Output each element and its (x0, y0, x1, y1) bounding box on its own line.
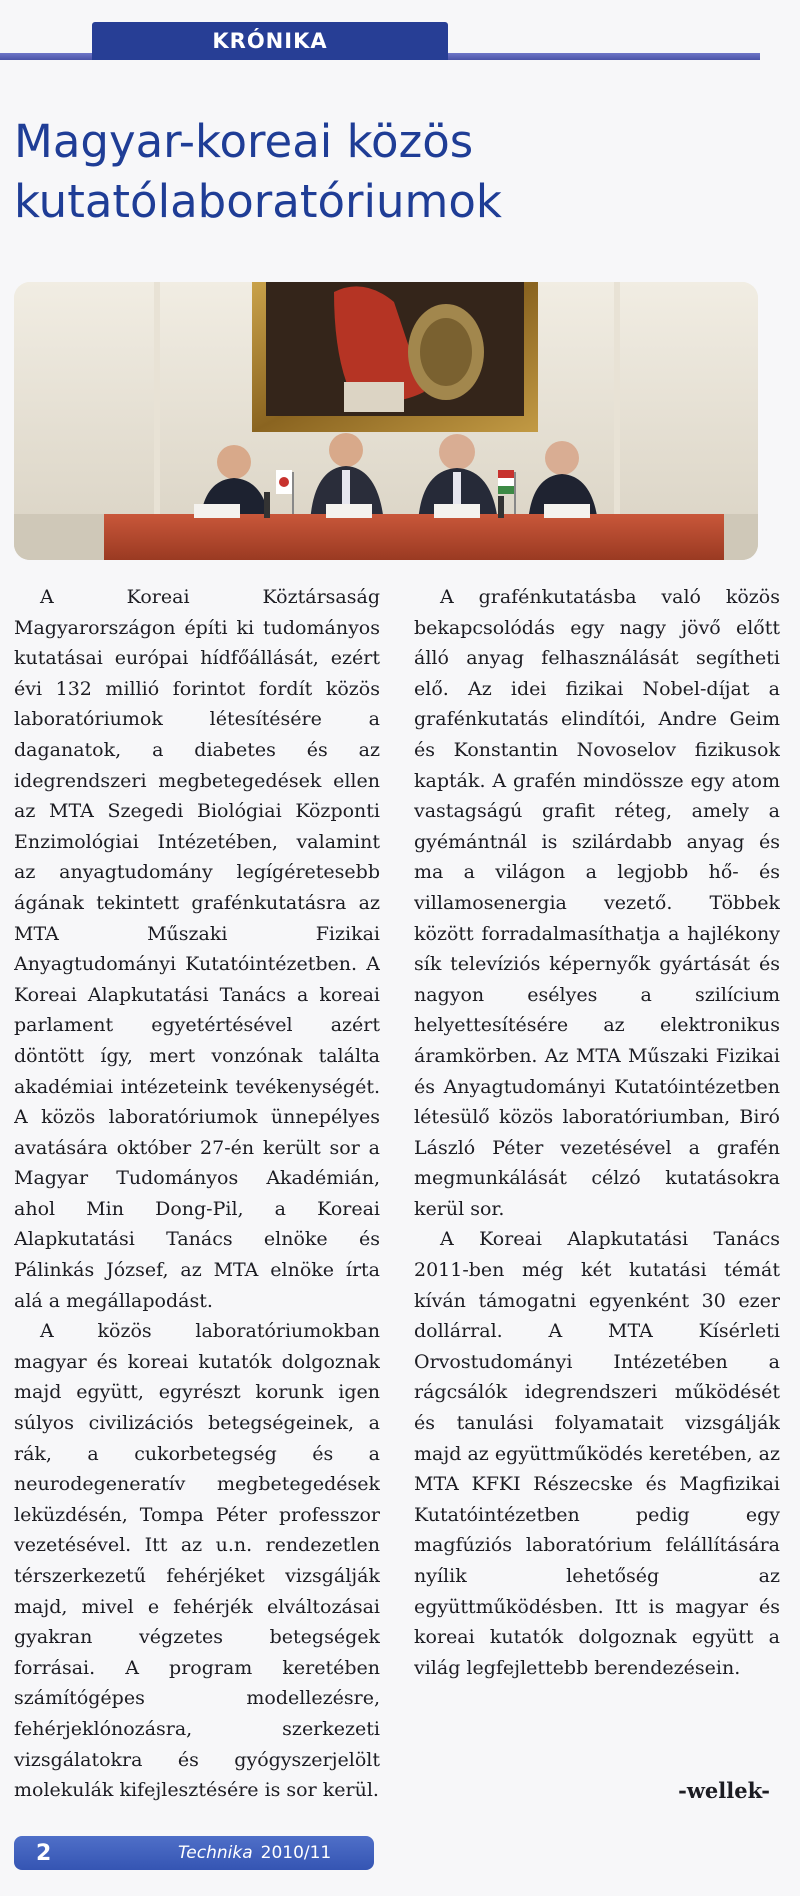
article-column-right (414, 582, 780, 1802)
article-title: Magyar-koreai közös kutatólaboratóriumok (14, 115, 502, 228)
page-footer (14, 1836, 374, 1870)
page-number: 2 (36, 1840, 52, 1866)
publication-name: Technika (178, 1843, 253, 1863)
article-column-left (14, 582, 380, 1802)
paragraph: A Koreai Köztársaság Magyarországon építi ki tudományos kutatásai európai hídfőállását, ezért évi 132 millió forintot fordít közös laboratóriumok létesítésére a daganatok, a diabetes és az idegrendszeri megbetegedések ellen az MTA Szegedi Biológiai Központi Enzimológiai Intézetében, valamint az anyagtudomány legígéretesebb ágának tekintett grafénkutatásra az MTA Műszaki Fizikai Anyagtudományi Kutatóintézetben. A Koreai Alapkutatási Tanács a koreai parlament egyetértésével azért döntött így, mert vonzónak találta akadémiai intézeteink tevékenységét. A közös laboratóriumok ünnepélyes avatására október 27-én került sor a Magyar Tudományos Akadémián, ahol Min Dong-Pil, a Koreai Alapkutatási Tanács elnöke és Pálinkás József, az MTA elnöke írta alá a megállapodást. (14, 586, 380, 1312)
paragraph: A grafénkutatásba való közös bekapcsolódás egy nagy jövő előtt álló anyag felhasználását segítheti elő. Az idei fizikai Nobel-díjat a grafénkutatás elindítói, Andre Geim és Konstantin Novoselov fizikusok kapták. A grafén mindössze egy atom vastagságú grafit réteg, amely a gyémántnál is szilárdabb anyag és ma a világon a legjobb hő- és villamosenergia vezető. Többek között forradalmasíthatja a hajlékony sík televíziós képernyők gyártását és nagyon esélyes a szilícium helyettesítésére az elektronikus áramkörben. Az MTA Műszaki Fizikai és Anyagtudományi Kutatóintézetben létesülő közös laboratóriumban, Biró László Péter vezetésével a grafén megmunkálását célzó kutatásokra kerül sor. (414, 586, 780, 1220)
article-photo (14, 282, 758, 560)
author-signature: -wellek- (678, 1778, 770, 1803)
section-label: KRÓNIKA (92, 22, 448, 60)
paragraph: A Koreai Alapkutatási Tanács 2011-ben még két kutatási témát kíván támogatni egyenként 30 ezer dollárral. A MTA Kísérleti Orvostudományi Intézetében a rágcsálók idegrendszeri működését és tanulási folyamatait vizsgálják majd az együttműködés keretében, az MTA KFKI Részecske és Magfizikai Kutatóintézetben pedig egy magfúziós laboratórium felállítására nyílik lehetőség az együttműködésben. Itt is magyar és koreai kutatók dolgoznak együtt a világ legfejlettebb berendezésein. (414, 1228, 780, 1679)
section-header (0, 0, 800, 80)
issue-number: 2010/11 (260, 1843, 332, 1863)
paragraph: A közös laboratóriumokban magyar és koreai kutatók dolgoznak majd együtt, egyrészt korunk igen súlyos civilizációs betegségeinek, a rák, a cukorbetegség és a neurodegeneratív megbetegedések leküzdésén, Tompa Péter professzor vezetésével. Itt az u.n. rendezetlen térszerkezetű fehérjéket vizsgálják majd, mivel e fehérjék elváltozásai gyakran végzetes betegségek forrásai. A program keretében számítógépes modellezésre, fehérjeklónozásra, szerkezeti vizsgálatokra és gyógyszerjelölt molekulák kifejlesztésére is sor kerül. (14, 1320, 380, 1802)
